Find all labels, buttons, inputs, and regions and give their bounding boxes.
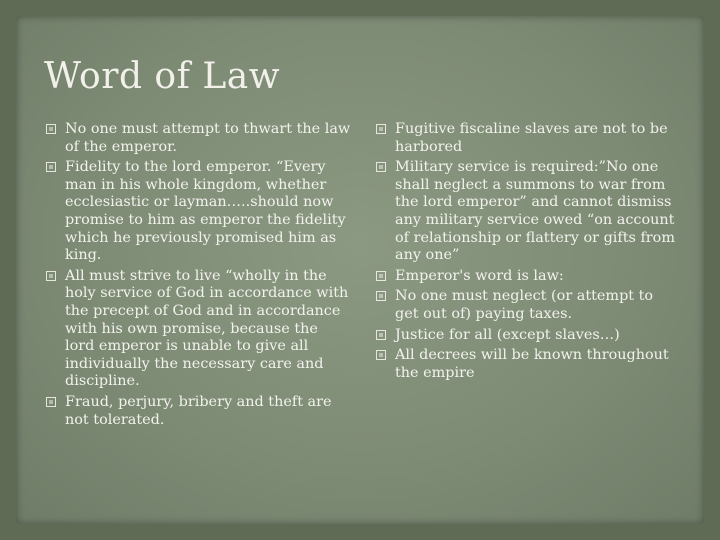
bullet-item bbox=[46, 159, 351, 265]
square-bullet-icon bbox=[46, 397, 56, 407]
bullet-item bbox=[376, 288, 681, 323]
bullet-text: No one must attempt to thwart the law of the emperor. bbox=[65, 121, 351, 155]
bullet-item bbox=[46, 121, 351, 156]
bullet-text: Fraud, perjury, bribery and theft are not tolerated. bbox=[65, 393, 332, 428]
bullet-text: All must strive to live “wholly in the holy service of God in accordance with the precept of God and in accordance with his own promise, because the lord emperor is unable to give all individually the necessary care and discipline. bbox=[65, 267, 349, 390]
bullet-text: Military service is required:”No one shall neglect a summons to war from the lord emperor” and cannot dismiss any military service owed “on account of relationship or flattery or gifts from any one” bbox=[395, 159, 675, 264]
right-bullet-list bbox=[376, 121, 681, 385]
bullet-item bbox=[376, 327, 681, 345]
bullet-text: Fugitive fiscaline slaves are not to be harbored bbox=[395, 121, 668, 155]
bullet-text: Fidelity to the lord emperor. “Every man in his whole kingdom, whether ecclesiastic or layman…..should now promise to him as emperor the fidelity which he previously promised him as king. bbox=[65, 159, 346, 264]
bullet-item bbox=[46, 394, 351, 429]
square-bullet-icon bbox=[46, 162, 56, 172]
slide-title: Word of Law bbox=[44, 56, 281, 97]
square-bullet-icon bbox=[46, 271, 56, 281]
square-bullet-icon bbox=[376, 330, 386, 340]
square-bullet-icon bbox=[46, 124, 56, 134]
bullet-item bbox=[376, 268, 681, 286]
bullet-item bbox=[376, 347, 681, 382]
left-bullet-list bbox=[46, 121, 351, 432]
bullet-item bbox=[46, 268, 351, 391]
bullet-text: Justice for all (except slaves…) bbox=[395, 326, 620, 343]
bullet-item bbox=[376, 121, 681, 156]
bullet-item bbox=[376, 159, 681, 265]
bullet-text: All decrees will be known throughout the empire bbox=[395, 347, 669, 381]
bullet-text: No one must neglect (or attempt to get out of) paying taxes. bbox=[395, 288, 654, 322]
square-bullet-icon bbox=[376, 291, 386, 301]
bullet-text: Emperor's word is law: bbox=[395, 267, 564, 284]
square-bullet-icon bbox=[376, 124, 386, 134]
square-bullet-icon bbox=[376, 271, 386, 281]
square-bullet-icon bbox=[376, 162, 386, 172]
square-bullet-icon bbox=[376, 350, 386, 360]
